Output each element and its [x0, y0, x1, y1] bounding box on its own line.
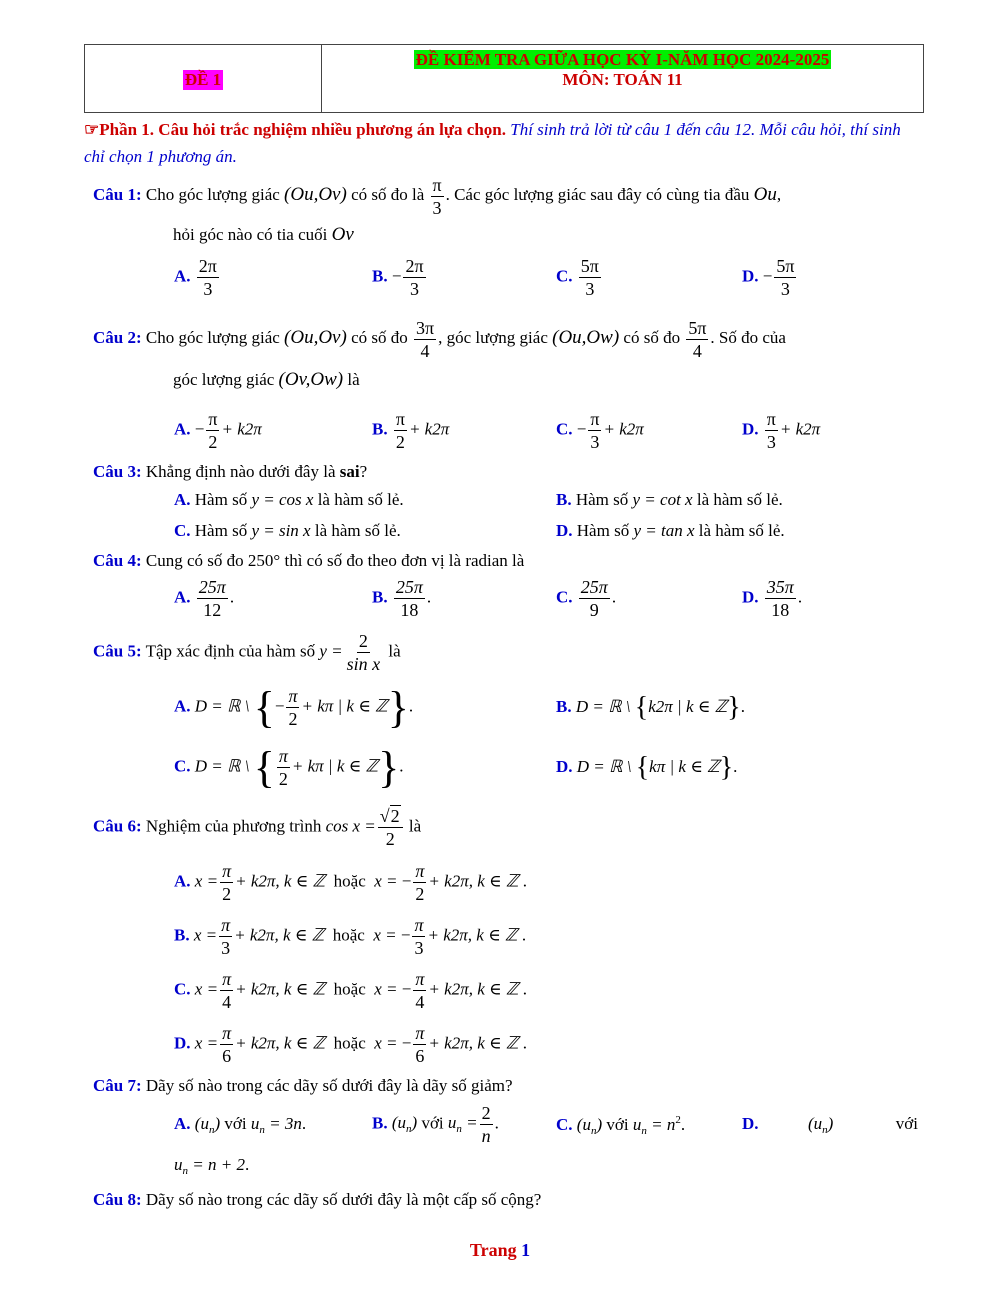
question-6-text: Nghiệm của phương trình: [141, 816, 326, 836]
option-rest-2: + k2π, k ∈ ℤ: [428, 1033, 519, 1053]
option-fraction: $\frac{25\pi}{18}$: [395, 577, 423, 620]
option-x: x =: [193, 925, 218, 945]
option-or: hoặc: [332, 925, 365, 945]
q2-option-b[interactable]: [372, 408, 449, 453]
question-6: [93, 805, 421, 850]
option-rest-2: + k2π, k ∈ ℤ: [428, 871, 519, 891]
question-2-text-2: có số đo: [346, 328, 412, 347]
option-rest: + k2π, k ∈ ℤ: [234, 925, 325, 945]
option-label: C.: [174, 756, 191, 776]
option-sign: −: [274, 696, 285, 716]
option-label: B.: [556, 490, 572, 509]
q3-option-c[interactable]: [174, 521, 401, 541]
option-label: B.: [372, 266, 388, 286]
option-set: k2π | k ∈ ℤ: [648, 696, 728, 716]
option-formula: = n: [651, 1115, 676, 1134]
option-tail: .: [733, 756, 738, 776]
option-label: D.: [556, 756, 573, 776]
pointing-hand-icon: ☞: [84, 120, 100, 139]
q7-option-d[interactable]: D. $(u_n)$ với: [742, 1114, 918, 1136]
option-label: D.: [742, 1114, 759, 1133]
question-1-text-2: có số đo là: [346, 185, 429, 204]
question-2-angle-3: (Ov,Ow): [278, 369, 344, 390]
option-exponent: 2: [675, 1114, 681, 1126]
question-1-text-3: . Các góc lượng giác sau đây có cùng tia đầu: [445, 185, 754, 204]
option-text: D = ℝ \: [194, 756, 254, 776]
option-end: .: [522, 871, 527, 891]
option-tail: .: [740, 696, 745, 716]
option-x-2: x =: [374, 871, 398, 891]
option-text: D = ℝ \: [576, 756, 636, 776]
question-5: [93, 630, 401, 675]
question-4: [93, 551, 524, 571]
question-2-text-4: có số đo: [619, 328, 685, 347]
exam-header-table: [84, 44, 924, 113]
question-8: [93, 1190, 541, 1210]
question-4-degree: 250°: [247, 551, 281, 570]
option-text-2: là hàm số lẻ.: [692, 490, 783, 509]
q5-option-a[interactable]: A. D = ℝ \ {− $\frac{\pi}{2}$ + kπ | k ∈ ℤ}.: [174, 683, 414, 732]
question-2-label: Câu 2:: [93, 328, 142, 347]
option-text: Hàm số: [571, 490, 633, 509]
option-tail: .: [399, 756, 404, 776]
option-label: A.: [174, 871, 191, 891]
q3-option-d[interactable]: [556, 521, 785, 541]
question-1-comma: ,: [776, 185, 782, 204]
option-fraction: $\frac{\pi}{2}$: [208, 409, 218, 452]
option-label: C.: [556, 1115, 573, 1134]
option-fraction: $\frac{\pi}{3}$: [766, 409, 776, 452]
option-set: kπ | k ∈ ℤ: [649, 756, 720, 776]
question-4-text: Cung có số đo: [141, 551, 248, 570]
option-label: A.: [174, 266, 191, 286]
exam-code: ĐỀ 1: [184, 69, 222, 89]
option-tail: + k2π: [221, 419, 262, 439]
option-x-2: x =: [373, 925, 397, 945]
question-8-label: Câu 8:: [93, 1190, 142, 1209]
option-end: .: [522, 1033, 527, 1053]
question-1-ov: Ov: [331, 224, 354, 245]
question-1-text: Cho góc lượng giác: [141, 185, 285, 204]
option-x-2: x =: [374, 1033, 398, 1053]
option-label: A.: [174, 490, 191, 509]
option-text: Hàm số: [190, 521, 252, 540]
option-label: C.: [556, 419, 573, 439]
option-x: x =: [194, 979, 219, 999]
option-with: với: [895, 1114, 918, 1133]
option-label: A.: [174, 1114, 191, 1133]
option-formula: y = cos x: [251, 490, 314, 509]
q6-option-d[interactable]: D. x = $\frac{\pi}{6}$ + k2π, k ∈ ℤ hoặc x = − $\frac{\pi}{6}$ + k2π, k ∈ ℤ .: [174, 1023, 527, 1066]
option-label: C.: [556, 266, 573, 286]
option-text-2: là hàm số lẻ.: [694, 521, 785, 540]
option-label: C.: [174, 979, 191, 999]
option-label: B.: [372, 587, 388, 607]
question-3-label: Câu 3:: [93, 462, 142, 481]
q1-option-d[interactable]: [742, 255, 798, 300]
q7-option-d-formula: $u_n = n + 2$.: [174, 1155, 250, 1177]
q1-option-c[interactable]: [556, 255, 603, 300]
exam-code-cell: [85, 45, 322, 112]
question-6-label: Câu 6:: [93, 816, 142, 836]
option-tail: .: [680, 1115, 686, 1134]
option-tail: .: [229, 587, 235, 607]
option-fraction-2: $\frac{\pi}{6}$: [415, 1023, 425, 1066]
option-formula: y = tan x: [633, 521, 695, 540]
option-label: A.: [174, 696, 191, 716]
q4-option-a[interactable]: [174, 576, 234, 621]
option-with: với: [602, 1115, 633, 1134]
option-label: C.: [556, 587, 573, 607]
question-7-label: Câu 7:: [93, 1076, 142, 1095]
question-2-text: Cho góc lượng giác: [141, 328, 285, 347]
option-label: B.: [372, 1113, 388, 1133]
question-2-text-line2b: là: [343, 370, 360, 389]
q5-option-d[interactable]: D. D = ℝ \ {kπ | k ∈ ℤ}.: [556, 752, 738, 783]
question-1-angle: (Ou,Ov): [284, 184, 347, 205]
option-fraction: $\frac{\pi}{2}$: [288, 686, 298, 729]
option-fraction: $\frac{2}{n}$: [481, 1103, 491, 1146]
option-text: D = ℝ \: [194, 696, 254, 716]
question-2-angle-2: (Ou,Ow): [552, 327, 620, 348]
option-label: A.: [174, 419, 191, 439]
option-fraction: $\frac{\pi}{3}$: [221, 915, 231, 958]
exam-title: ĐỀ KIỂM TRA GIỮA HỌC KỲ I-NĂM HỌC 2024-2025: [415, 50, 830, 69]
option-x: x =: [194, 1033, 219, 1053]
option-tail: + k2π: [779, 419, 821, 439]
option-fraction: $\frac{2\pi}{3}$: [405, 256, 424, 299]
page-number: 1: [521, 1240, 531, 1260]
option-fraction: $\frac{\pi}{2}$: [278, 746, 288, 789]
option-or: hoặc: [333, 979, 366, 999]
option-tail: .: [301, 1114, 307, 1133]
q5-option-c[interactable]: C. D = ℝ \ { $\frac{\pi}{2}$ + kπ | k ∈ ℤ}.: [174, 743, 404, 792]
question-2-text-3: , góc lượng giác: [438, 328, 553, 347]
question-6-text-2: là: [404, 816, 422, 836]
q7-option-c[interactable]: C. $(u_n)$ với $u_n = n^2$.: [556, 1114, 686, 1137]
option-formula: = n + 2: [192, 1155, 245, 1174]
option-text-2: là hàm số lẻ.: [310, 521, 401, 540]
question-3-text-2: ?: [359, 462, 368, 481]
option-tail: + k2π: [603, 419, 644, 439]
option-label: C.: [174, 521, 191, 540]
option-text: Hàm số: [190, 490, 252, 509]
option-label: D.: [556, 521, 573, 540]
question-1-ou: Ou: [753, 184, 777, 205]
option-fraction: $\frac{\pi}{2}$: [222, 861, 232, 904]
option-end: .: [522, 979, 527, 999]
exam-subject: MÔN: TOÁN 11: [562, 70, 683, 89]
option-fraction: $\frac{25\pi}{9}$: [580, 577, 608, 620]
option-or: hoặc: [333, 871, 366, 891]
option-sign: −: [194, 419, 205, 439]
question-6-equation: cos x =: [325, 816, 376, 836]
q1-option-b[interactable]: [372, 255, 428, 300]
footer-label: Trang: [469, 1240, 517, 1260]
part-1-heading: [84, 116, 924, 170]
option-label: B.: [174, 925, 190, 945]
option-label: D.: [742, 266, 759, 286]
question-1: [93, 172, 924, 245]
option-end: .: [521, 925, 527, 945]
option-text: D = ℝ \: [575, 696, 635, 716]
option-rest: + k2π, k ∈ ℤ: [235, 871, 326, 891]
question-4-text-2: thì có số đo theo đơn vị là radian là: [280, 551, 525, 570]
q2-option-c[interactable]: [556, 408, 644, 453]
option-rest-2: + k2π, k ∈ ℤ: [428, 979, 519, 999]
option-label: D.: [742, 587, 759, 607]
q4-option-d[interactable]: [742, 576, 802, 621]
option-tail: .: [494, 1113, 499, 1133]
sqrt-radicand: 2: [390, 806, 400, 826]
option-fraction-2: $\frac{\pi}{3}$: [414, 915, 424, 958]
option-text: Hàm số: [572, 521, 634, 540]
q3-option-b[interactable]: [556, 490, 783, 510]
question-2-fraction-2: $\frac{5\pi}{4}$: [688, 317, 707, 361]
option-label: A.: [174, 587, 191, 607]
option-fraction: $\frac{\pi}{4}$: [222, 969, 232, 1012]
option-set: + kπ | k ∈ ℤ: [301, 696, 388, 716]
q2-option-a[interactable]: [174, 408, 262, 453]
option-fraction-2: $\frac{\pi}{2}$: [415, 861, 425, 904]
option-fraction: $\frac{5\pi}{3}$: [580, 256, 599, 299]
page-footer: [0, 1240, 1000, 1261]
option-label: B.: [556, 696, 572, 716]
question-2-fraction-1: $\frac{3\pi}{4}$: [415, 317, 435, 361]
option-tail: .: [426, 587, 432, 607]
option-sign: −: [576, 419, 587, 439]
option-set: + kπ | k ∈ ℤ: [291, 756, 379, 776]
option-text-2: là hàm số lẻ.: [313, 490, 404, 509]
question-5-fraction: $\frac{2}{\text{sin x}}$: [346, 631, 381, 674]
q5-option-b[interactable]: B. D = ℝ \ {k2π | k ∈ ℤ}.: [556, 692, 745, 723]
option-label: D.: [742, 419, 759, 439]
question-5-label: Câu 5:: [93, 641, 142, 661]
option-formula: = 3n: [269, 1114, 302, 1133]
option-fraction-2: $\frac{\pi}{4}$: [415, 969, 425, 1012]
option-fraction: $\frac{5\pi}{3}$: [776, 256, 795, 299]
option-formula: y = sin x: [251, 521, 311, 540]
q6-option-a[interactable]: A. x = $\frac{\pi}{2}$ + k2π, k ∈ ℤ hoặc x = − $\frac{\pi}{2}$ + k2π, k ∈ ℤ .: [174, 861, 527, 904]
q1-option-a[interactable]: [174, 255, 221, 300]
option-label: D.: [174, 1033, 191, 1053]
option-rest-2: + k2π, k ∈ ℤ: [427, 925, 518, 945]
option-fraction: $\frac{2\pi}{3}$: [198, 256, 217, 299]
question-1-text-line2: hỏi góc nào có tia cuối: [173, 225, 332, 244]
question-5-text-2: là: [384, 641, 401, 661]
option-x: x =: [194, 871, 219, 891]
option-with: với: [220, 1114, 251, 1133]
option-label: B.: [372, 419, 388, 439]
question-7: [93, 1076, 513, 1096]
question-2: [93, 315, 924, 390]
question-2-text-5: . Số đo của: [710, 328, 786, 347]
question-3-text: Khẳng định nào dưới đây là: [141, 462, 340, 481]
option-formula: y = cot x: [632, 490, 693, 509]
q6-option-c[interactable]: C. x = $\frac{\pi}{4}$ + k2π, k ∈ ℤ hoặc x = − $\frac{\pi}{4}$ + k2π, k ∈ ℤ .: [174, 969, 527, 1012]
option-fraction: $\frac{\pi}{3}$: [590, 409, 600, 452]
option-x-2: x =: [374, 979, 398, 999]
question-3-emphasis: sai: [339, 462, 360, 481]
q3-option-a[interactable]: [174, 490, 404, 510]
option-tail: .: [244, 1155, 250, 1174]
option-tail: .: [408, 696, 414, 716]
q7-option-a[interactable]: A. $(u_n)$ với $u_n = 3n$.: [174, 1114, 307, 1136]
option-tail: .: [611, 587, 617, 607]
question-1-label: Câu 1:: [93, 185, 142, 204]
option-with: với: [417, 1113, 448, 1133]
exam-title-cell: [322, 45, 923, 112]
option-tail: .: [797, 587, 803, 607]
part-1-instruction: Thí sinh trả lời từ câu 1 đến câu 12. Mỗi câu hỏi, thí sinh chỉ chọn 1 phương án.: [84, 120, 901, 166]
option-sign: −: [762, 266, 773, 286]
option-rest: + k2π, k ∈ ℤ: [235, 1033, 326, 1053]
question-3: [93, 462, 367, 482]
option-rest: + k2π, k ∈ ℤ: [235, 979, 326, 999]
question-2-text-line2: góc lượng giác: [173, 370, 279, 389]
question-6-fraction: $\frac{√2}{2}$: [378, 805, 403, 850]
option-or: hoặc: [333, 1033, 366, 1053]
option-sign: −: [391, 266, 402, 286]
fraction-denominator: 2: [385, 829, 395, 849]
question-1-fraction: $\frac{\pi}{3}$: [432, 174, 442, 218]
question-2-angle-1: (Ou,Ov): [284, 327, 347, 348]
option-fraction: $\frac{\pi}{6}$: [222, 1023, 232, 1066]
option-fraction: $\frac{35\pi}{18}$: [766, 577, 794, 620]
q4-option-b[interactable]: [372, 576, 431, 621]
option-fraction: $\frac{25\pi}{12}$: [198, 577, 226, 620]
q7-option-b[interactable]: B. $(u_n)$ với $u_n$ = $\frac{2}{n}$ .: [372, 1103, 499, 1146]
question-5-function: y =: [319, 641, 343, 661]
option-tail: + k2π: [408, 419, 450, 439]
question-4-label: Câu 4:: [93, 551, 142, 570]
question-5-text: Tập xác định của hàm số: [141, 641, 320, 661]
q4-option-c[interactable]: [556, 576, 616, 621]
question-8-text: Dãy số nào trong các dãy số dưới đây là một cấp số cộng?: [141, 1190, 542, 1209]
q6-option-b[interactable]: B. x = $\frac{\pi}{3}$ + k2π, k ∈ ℤ hoặc x = − $\frac{\pi}{3}$ + k2π, k ∈ ℤ .: [174, 915, 527, 958]
q2-option-d[interactable]: [742, 408, 820, 453]
question-7-text: Dãy số nào trong các dãy số dưới đây là dãy số giảm?: [141, 1076, 513, 1095]
option-fraction: $\frac{\pi}{2}$: [395, 409, 405, 452]
part-1-title: Phần 1. Câu hỏi trắc nghiệm nhiều phương án lựa chọn.: [99, 120, 506, 139]
